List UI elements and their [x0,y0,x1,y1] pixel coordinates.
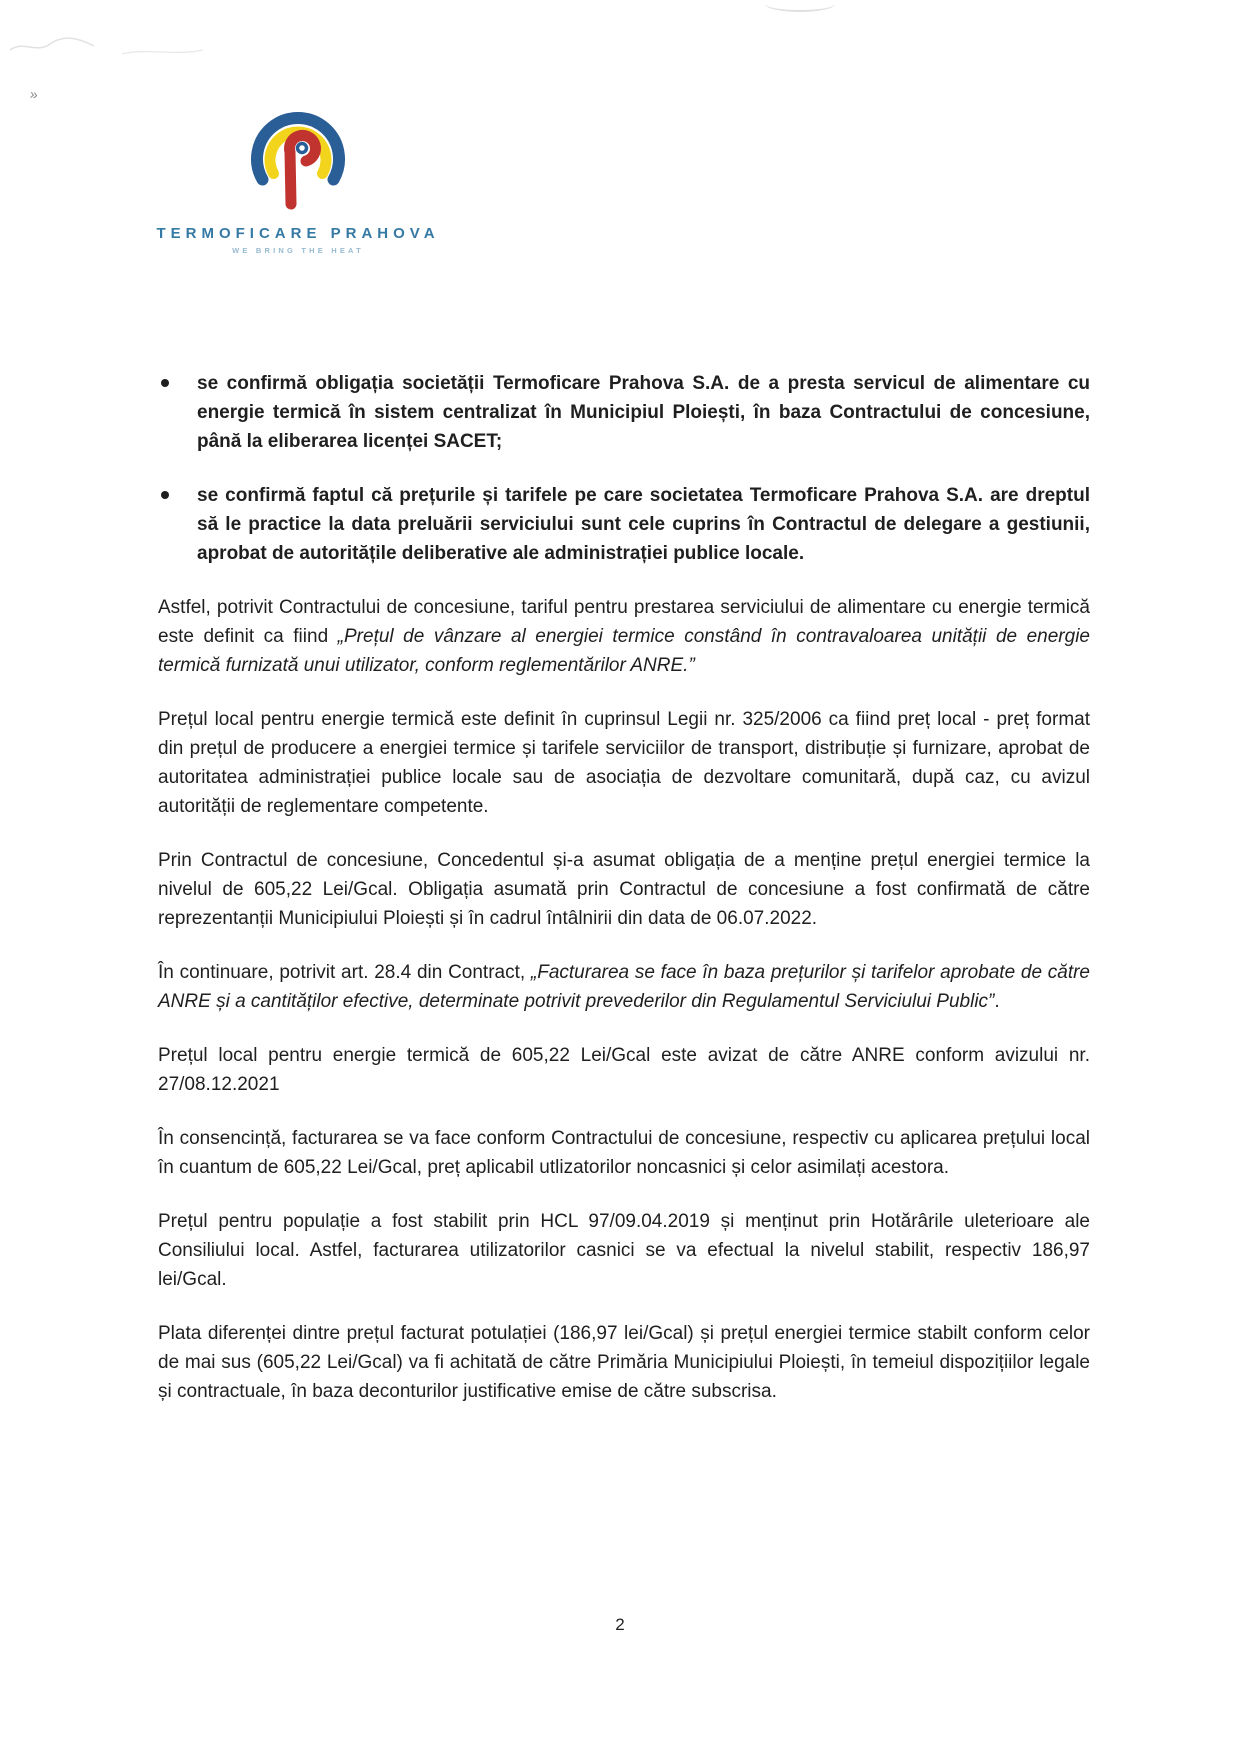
bullet-icon [161,379,169,387]
bullet-text: se confirmă faptul că prețurile și tarifele pe care societatea Termoficare Prahova S.A. are dreptul să le practice la data preluării serviciului sunt cele cuprins în Contractul de delegare a gestiunii, aprobat de autoritățile deliberative ale administrației publice locale. [197,485,1090,564]
scan-artifact [120,44,205,58]
paragraph [158,593,1090,680]
bullet-item [158,369,1090,456]
bullet-text: se confirmă obligația societății Termoficare Prahova S.A. de a presta servicul de alimentare cu energie termică în sistem centralizat în Municipiul Ploiești, în baza Contractului de concesiune, până la eliberarea licenței SACET; [197,373,1090,452]
text-run-italic: „Facturarea se face în baza prețurilor și tarifelor aprobate de către ANRE și a cantităților efective, determinate potrivit prevederilor din Regulamentul Serviciului Public” [158,962,1090,1012]
paragraph [158,846,1090,933]
paragraph [158,1207,1090,1294]
text-run-normal: Astfel, potrivit Contractului de concesiune, tariful pentru prestarea serviciului de alimentare cu energie termică este definit ca fiind [158,597,1090,647]
scan-artifact [765,0,835,12]
paragraph [158,1319,1090,1406]
text-run-normal: În consencință, facturarea se va face conform Contractului de concesiune, respectiv cu aplicarea prețului local în cuantum de 605,22 Lei/Gcal, preț aplicabil utlizatorilor noncasnici și celor asimilați acestora. [158,1128,1090,1178]
paragraph [158,958,1090,1016]
bullet-icon [161,491,169,499]
text-run-italic: „Prețul de vânzare al energiei termice constând în contravaloarea unității de energie termică furnizată unui utilizator, conform reglementărilor ANRE.” [158,626,1090,676]
text-run-normal: În continuare, potrivit art. 28.4 din Contract, [158,962,531,983]
scan-artifact [6,32,96,58]
text-run-normal: . [994,991,1000,1012]
paragraph [158,1041,1090,1099]
text-run-normal: Prețul pentru populație a fost stabilit prin HCL 97/09.04.2019 și menținut prin Hotărârile uleterioare ale Consiliului local. Astfel, facturarea utilizatorilor casnici se va efectual la nivelul stabilit, respectiv 186,97 lei/Gcal. [158,1211,1090,1290]
document-body [158,369,1090,1431]
text-run-normal: Prețul local pentru energie termică este definit în cuprinsul Legii nr. 325/2006 ca fiind preț local - preț format din prețul de producere a energiei termice și tarifele serviciilor de transport, distribuție și furnizare, aprobat de autoritatea administrației publice locale sau de asociația de dezvoltare comunitară, după caz, cu avizul autorității de reglementare competente. [158,709,1090,817]
bullet-list [158,369,1090,568]
scan-artifact: » [28,85,39,103]
text-run-normal: Prin Contractul de concesiune, Concedentul și-a asumat obligația de a menține prețul energiei termice la nivelul de 605,22 Lei/Gcal. Obligația asumată prin Contractul de concesiune a fost confirmată de către reprezentanții Municipiului Ploiești și în cadrul întâlnirii din data de 06.07.2022. [158,850,1090,929]
company-name: TERMOFICARE PRAHOVA [156,225,440,242]
termoficare-logo-icon [248,110,348,216]
text-run-normal: Prețul local pentru energie termică de 605,22 Lei/Gcal este avizat de către ANRE conform avizului nr. 27/08.12.2021 [158,1045,1090,1095]
paragraph [158,1124,1090,1182]
paragraph [158,705,1090,821]
text-run-normal: Plata diferenței dintre prețul facturat potulației (186,97 lei/Gcal) și prețul energiei termice stabilt conform celor de mai sus (605,22 Lei/Gcal) va fi achitată de către Primăria Municipiului Ploiești, în temeiul dispozițiilor legale și contractuale, în baza deconturilor justificative emise de către subscrisa. [158,1323,1090,1402]
page-number: 2 [615,1615,625,1634]
company-logo [153,110,443,255]
company-tagline: WE BRING THE HEAT [232,246,364,255]
bullet-item [158,481,1090,568]
